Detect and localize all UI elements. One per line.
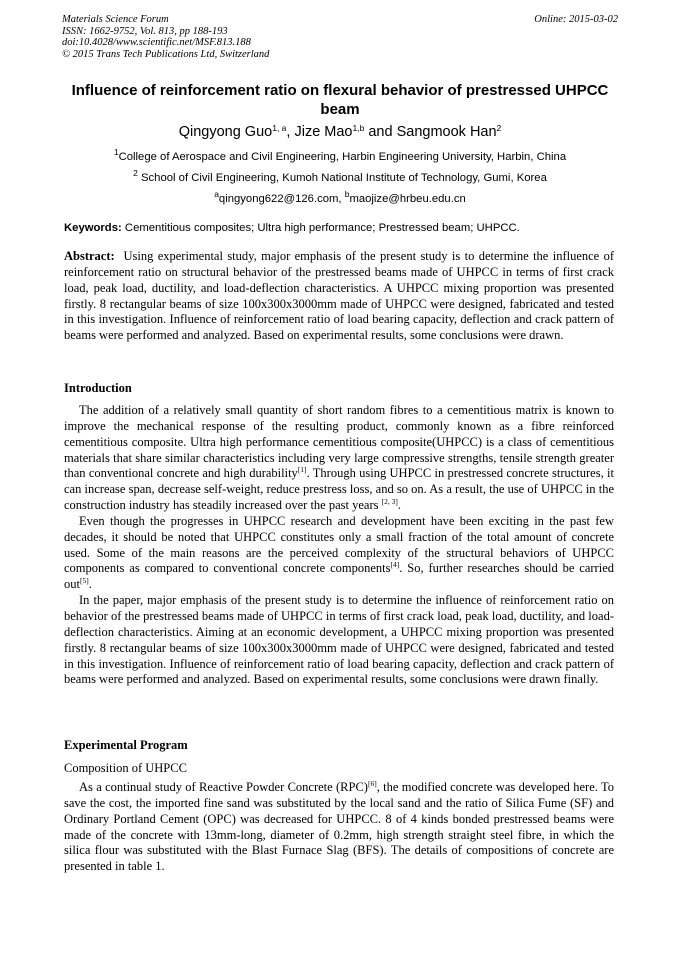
paragraph-text: As a continual study of Reactive Powder Concrete (RPC) [79, 780, 368, 794]
email-mark: a [214, 189, 219, 199]
composition-subheading: Composition of UHPCC [64, 761, 187, 775]
citation: [6] [367, 779, 377, 788]
introduction-body [64, 403, 614, 688]
doi-line: doi:10.4028/www.scientific.net/MSF.813.188 [62, 37, 251, 48]
author-affiliation-mark: 2 [496, 123, 502, 133]
affiliation-1 [62, 147, 618, 164]
paragraph-text: . So, further researches should be carried out [64, 561, 614, 592]
email-link: qingyong622@126.com, [218, 193, 342, 205]
affiliation-2 [62, 168, 618, 185]
issn-line: ISSN: 1662-9752, Vol. 813, pp 188-193 [62, 25, 228, 37]
abstract [64, 249, 614, 344]
abstract-text: Using experimental study, major emphasis of the present study is to determine the influence of reinforcement ratio on structural behavior of the prestressed beams made of UHPCC in terms of first crack load, peak load, ductility, and load-deflection characteristics. A UHPCC mixing proportion was presented firstly. 8 rectangular beams of size 100x300x3000mm made of UHPCC were designed, fabricated and tested in this investigation. Influence of reinforcement ratio of load bearing capacity, deflection and crack pattern of beams were performed and analyzed. Based on experimental results, some conclusions were drawn. [64, 249, 615, 343]
paragraph-text: . [397, 498, 401, 513]
author-name: Qingyong Guo [178, 124, 273, 140]
intro-paragraph-2 [64, 514, 614, 593]
author-emails [62, 189, 618, 206]
affiliation-text: College of Aerospace and Civil Engineering, Harbin Engineering University, Harbin, China [118, 151, 567, 163]
introduction-heading: Introduction [64, 381, 132, 395]
paragraph-text: Even though the progresses in UHPCC research and development have been exciting in the past few decades, it should be noted that UHPCC constitutes only a small fraction of the total amount of concrete used. Some of the main reasons are the perceived complexity of the structural behaviors of UHPCC components as compared to conventional concrete components [64, 513, 614, 576]
paragraph-text: . [88, 577, 92, 592]
author-joiner: and [368, 124, 393, 140]
author-affiliation-mark: 1,b [352, 123, 365, 133]
intro-paragraph-1 [64, 403, 614, 514]
paper-title: Influence of reinforcement ratio on flexural behavior of prestressed UHPCC beam [71, 82, 609, 118]
journal-name: Materials Science Forum [62, 14, 169, 25]
keywords-text: Cementitious composites; Ultra high performance; Prestressed beam; UHPCC. [124, 222, 520, 234]
author-name: Sangmook Han [396, 124, 497, 140]
email-mark: b [344, 189, 350, 199]
author-list: Qingyong Guo$^{1, a}$, Jize Mao$^{1,b}$ and Sangmook Han$^2$ [178, 123, 502, 140]
paragraph-text: The addition of a relatively small quantity of short random fibres to a cementitious matrix is known to improve the mechanical response of the resulting product, commonly known as a fibre reinforced cementitious composite. Ultra high performance cementitious composite(UHPCC) is a class of cementitious materials that share similar characteristics including very large compressive strengths, tensile strength greater than conventional concrete and high durability [64, 403, 614, 481]
citation: [4] [390, 560, 400, 570]
copyright-line: © 2015 Trans Tech Publications Ltd, Switzerland [62, 48, 270, 60]
email-link: maojize@hrbeu.edu.cn [349, 193, 466, 205]
paragraph-text: . Through using UHPCC in prestressed concrete structures, it can increase span, decrease self-weight, reduce prestress loss, and so on. As a result, the use of UHPCC in the construction industry has steadily increased over the past years [64, 466, 614, 513]
journal-header [62, 14, 618, 60]
author-affiliation-mark: 1, a [272, 123, 287, 133]
online-date: Online: 2015-03-02 [534, 14, 618, 25]
keywords-label: Keywords: [64, 222, 122, 234]
author-name: Jize Mao [294, 124, 353, 140]
citation: [2, 3] [381, 497, 398, 507]
affiliation-mark: 1 [113, 147, 119, 157]
keywords [64, 221, 620, 235]
paragraph-text: , the modified concrete was developed here. To save the cost, the imported fine sand was substituted by the local sand and the ratio of Silica Fume (SF) and Ordinary Portland Cement (OPC) was decreased for UHPCC. 8 of 4 kinds bonded prestressed beams were made of the concrete with 13mm-long, diameter of 0.2mm, high strength straight steel fibre, in which the silica flour was substituted with the Blast Furnace Slag (BFS). The details of compositions of concrete are presented in table 1. [64, 780, 614, 874]
experimental-heading: Experimental Program [64, 738, 188, 752]
composition-paragraph [64, 780, 614, 875]
abstract-label: Abstract: [64, 249, 115, 263]
composition-body [64, 780, 614, 875]
affiliation-mark: 2 [133, 168, 138, 178]
intro-paragraph-3: In the paper, major emphasis of the present study is to determine the influence of reinforcement ratio on behavior of the prestressed beams made of UHPCC in terms of first crack load, peak load, ductility, and load-deflection characteristics. Aiming at an economic development, a UHPCC mixing proportion was presented firstly. 8 rectangular beams of size 100x300x3000mm made of UHPCC were designed, fabricated and tested in this investigation. Influence of reinforcement ratio of load bearing capacity, deflection and crack pattern of beams were performed and analyzed. Based on experimental results, some conclusions were drawn finally. [64, 593, 614, 687]
citation: [1] [297, 465, 307, 475]
citation: [5] [79, 576, 89, 586]
affiliation-text: School of Civil Engineering, Kumoh National Institute of Technology, Gumi, Korea [141, 172, 547, 184]
